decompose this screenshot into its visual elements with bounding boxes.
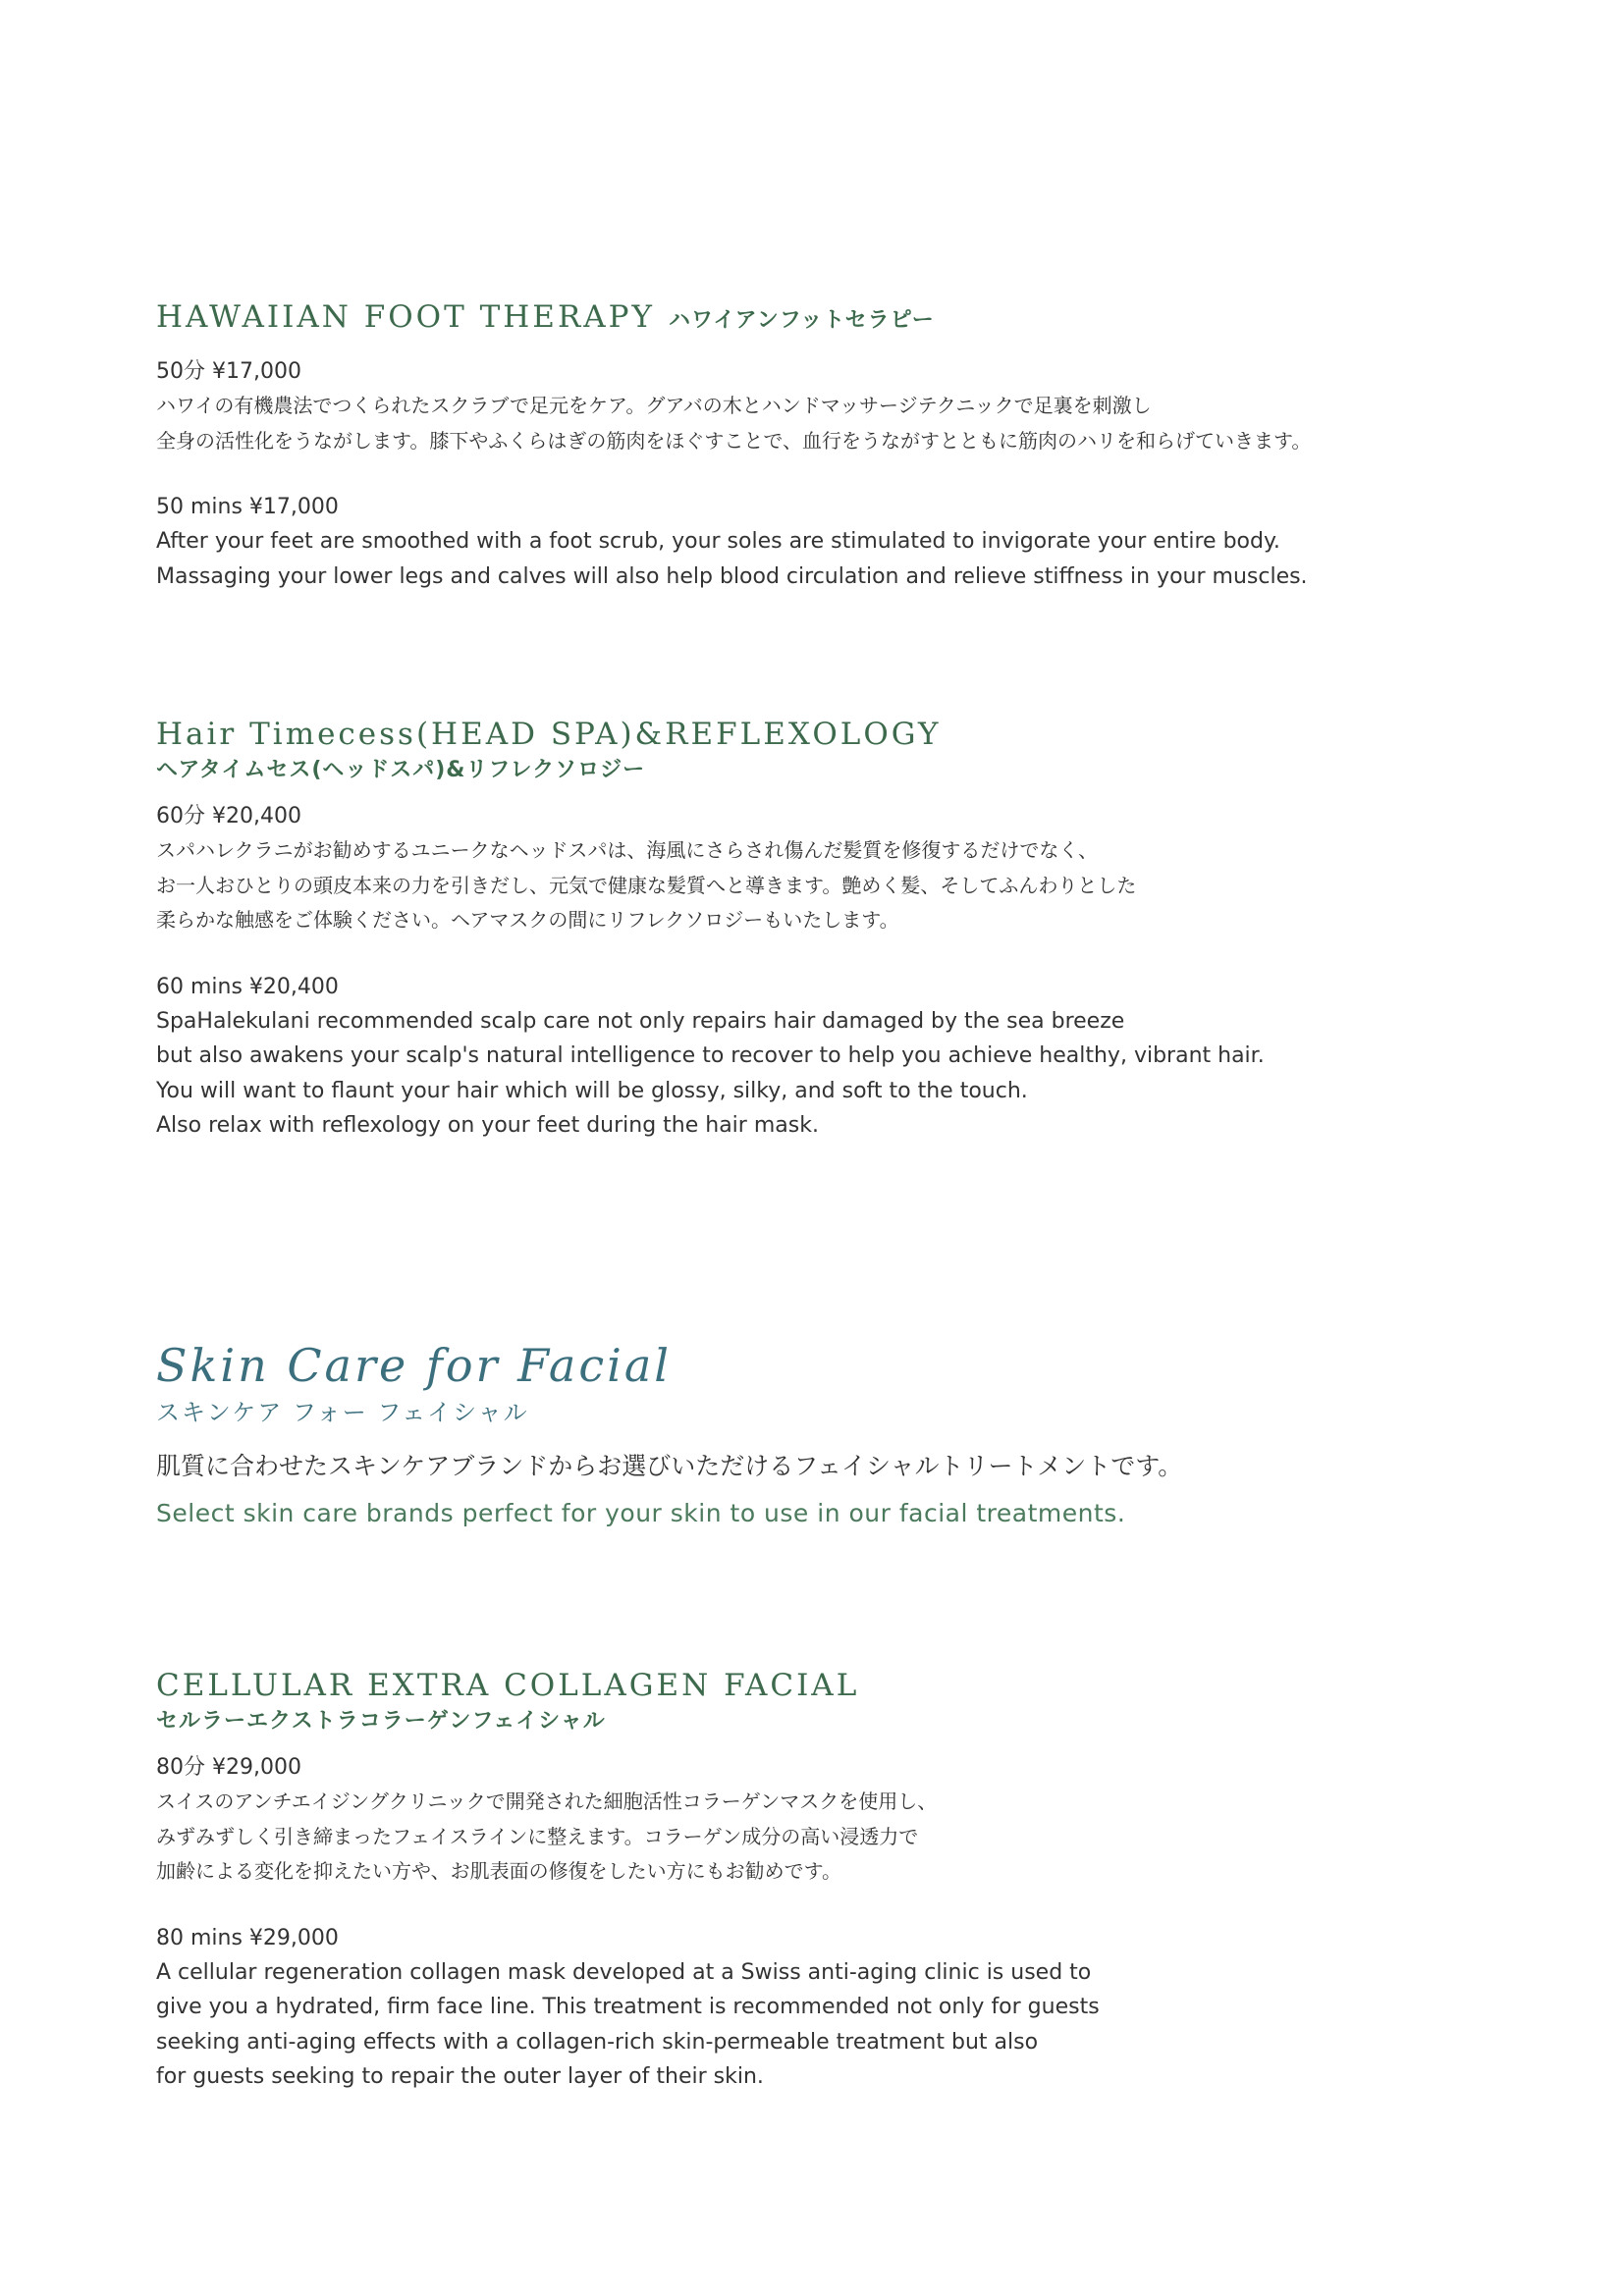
- treatment-hawaiian-foot-therapy: [156, 297, 1311, 594]
- treatment-cellular-extra-collagen-facial: [156, 1666, 1100, 2095]
- description-en-line: After your feet are smoothed with a foot scrub, your soles are stimulated to invigorate your entire body.: [156, 529, 1280, 554]
- description-en-line: A cellular regeneration collagen mask developed at a Swiss anti-aging clinic is used to: [156, 1959, 1092, 1985]
- description-ja-line: 加齢による変化を抑えたい方や、お肌表面の修復をしたい方にもお勧めです。: [156, 1859, 841, 1883]
- treatment-title-ja: ヘアタイムセス(ヘッドスパ)&リフレクソロジー: [156, 758, 646, 782]
- description-en-line: seeking anti-aging effects with a collagen-rich skin-permeable treatment but also: [156, 2029, 1039, 2055]
- section-description-ja: 肌質に合わせたスキンケアブランドからお選びいただけるフェイシャルトリートメントです。: [156, 1452, 1183, 1480]
- description-ja-line: お一人おひとりの頭皮本来の力を引きだし、元気で健康な髪質へと導きます。艶めく髪、そしてふんわりとした: [156, 873, 1137, 897]
- description-ja-line: 全身の活性化をうながします。膝下やふくらはぎの筋肉をほぐすことで、血行をうながすとともに筋肉のハリを和らげていきます。: [156, 428, 1312, 453]
- description-ja-line: ハワイの有機農法でつくられたスクラブで足元をケア。グアバの木とハンドマッサージテクニックで足裏を刺激し: [156, 394, 1152, 417]
- description-en-line: but also awakens your scalp's natural intelligence to recover to help you achieve healthy, vibrant hair.: [156, 1043, 1265, 1068]
- section-title: Skin Care for Facial: [156, 1339, 672, 1392]
- treatment-title-en: CELLULAR EXTRA COLLAGEN FACIAL: [156, 1668, 860, 1703]
- treatment-title-en: HAWAIIAN FOOT THERAPY: [156, 299, 655, 335]
- description-ja-line: スパハレクラニがお勧めするユニークなヘッドスパは、海風にさらされ傷んだ髪質を修復するだけでなく、: [156, 838, 1098, 862]
- price-ja: 80分 ¥29,000: [156, 1755, 301, 1780]
- description-en-line: for guests seeking to repair the outer layer of their skin.: [156, 2064, 764, 2089]
- treatment-title-ja: セルラーエクストラコラーゲンフェイシャル: [156, 1709, 606, 1734]
- treatment-hair-timecess-reflexology: [156, 715, 1265, 1144]
- price-ja: 50分 ¥17,000: [156, 359, 301, 384]
- description-en-line: Also relax with reflexology on your feet during the hair mask.: [156, 1113, 819, 1138]
- treatment-title-ja: ハワイアンフットセラピー: [669, 308, 935, 333]
- description-ja-line: スイスのアンチエイジングクリニックで開発された細胞活性コラーゲンマスクを使用し、: [156, 1789, 938, 1813]
- description-en-line: You will want to flaunt your hair which will be glossy, silky, and soft to the touch.: [156, 1078, 1028, 1103]
- description-en-line: give you a hydrated, firm face line. This treatment is recommended not only for guests: [156, 1995, 1100, 2019]
- price-en: 80 mins ¥29,000: [156, 1925, 339, 1950]
- description-en-line: Massaging your lower legs and calves will also help blood circulation and relieve stiffness in your muscles.: [156, 563, 1308, 589]
- description-ja-line: みずみずしく引き締まったフェイスラインに整えます。コラーゲン成分の高い浸透力で: [156, 1824, 919, 1848]
- treatment-title: [156, 297, 1311, 341]
- description-ja-line: 柔らかな触感をご体験ください。ヘアマスクの間にリフレクソロジーもいたします。: [156, 908, 899, 932]
- price-en: 50 mins ¥17,000: [156, 495, 339, 519]
- section-skin-care-for-facial: [156, 1337, 1182, 1533]
- price-en: 60 mins ¥20,400: [156, 974, 339, 999]
- treatment-title-en: Hair Timecess(HEAD SPA)&REFLEXOLOGY: [156, 717, 942, 752]
- description-en-line: SpaHalekulani recommended scalp care not only repairs hair damaged by the sea breeze: [156, 1008, 1125, 1034]
- section-subtitle-ja: スキンケア フォー フェイシャル: [156, 1399, 529, 1426]
- section-description-en: Select skin care brands perfect for your skin to use in our facial treatments.: [156, 1499, 1126, 1527]
- price-ja: 60分 ¥20,400: [156, 804, 301, 828]
